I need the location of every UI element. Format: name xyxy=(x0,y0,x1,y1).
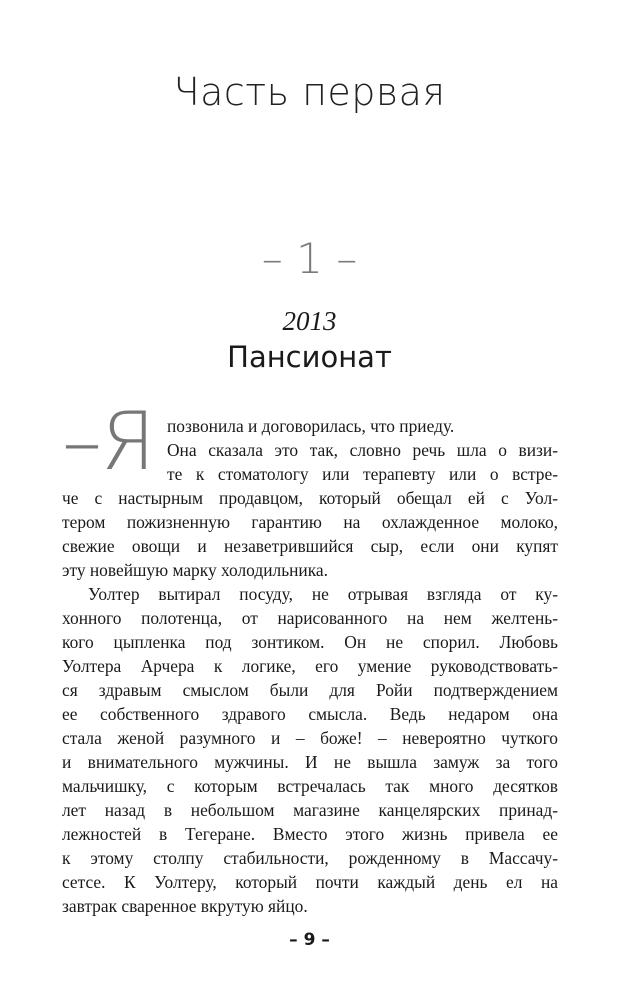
body-line: сетсе. К Уолтеру, который почти каждый день ел на xyxy=(62,872,558,892)
body-line: кого цыпленка под зонтиком. Он не спорил. Любовь xyxy=(62,632,558,652)
body-line: ее собственного здравого смысла. Ведь недаром она xyxy=(62,704,558,724)
body-line: завтрак сваренное вкрутую яйцо. xyxy=(62,896,308,916)
body-line: стала женой разумного и – боже! – невероятно чуткого xyxy=(62,728,558,748)
chapter-place: Пансионат xyxy=(227,340,392,374)
body-line: свежие овощи и незаветрившийся сыр, если они купят xyxy=(62,536,558,556)
body-line: Уолтер вытирал посуду, не отрывая взгляда от ку- xyxy=(88,584,558,604)
body-line: к этому столпу стабильности, рожденному в Массачу- xyxy=(62,848,558,868)
body-line: тером пожизненную гарантию на охлажденное молоко, xyxy=(62,512,558,532)
body-line: позвонила и договорилась, что приеду. xyxy=(167,416,455,436)
body-line: Она сказала это так, словно речь шла о визи- xyxy=(167,440,558,460)
body-line: мальчишку, с которым встречалась так много десятков xyxy=(62,776,558,796)
drop-cap: –Я xyxy=(62,395,154,488)
body-line: эту новейшую марку холодильника. xyxy=(62,560,328,580)
body-line: хонного полотенца, от нарисованного на нем желтень- xyxy=(62,608,558,628)
body-line: Уолтера Арчера к логике, его умение руководствовать- xyxy=(62,656,558,676)
body-line: лет назад в небольшом магазине канцелярских принад- xyxy=(62,800,558,820)
body-line: че с настырным продавцом, который обещал ей с Уол- xyxy=(62,488,558,508)
body-line: лежностей в Тегеране. Вместо этого жизнь привела ее xyxy=(62,824,558,844)
body-line: ся здравым смыслом были для Ройи подтверждением xyxy=(62,680,558,700)
part-title: Часть первая xyxy=(173,70,446,114)
body-line: и внимательного мужчины. И не вышла замуж за того xyxy=(62,752,558,772)
body-line: те к стоматологу или терапевту или о встре- xyxy=(167,464,558,484)
page-number: – 9 – xyxy=(289,930,330,950)
chapter-year: 2013 xyxy=(282,306,337,336)
chapter-number: – 1 – xyxy=(261,234,358,283)
